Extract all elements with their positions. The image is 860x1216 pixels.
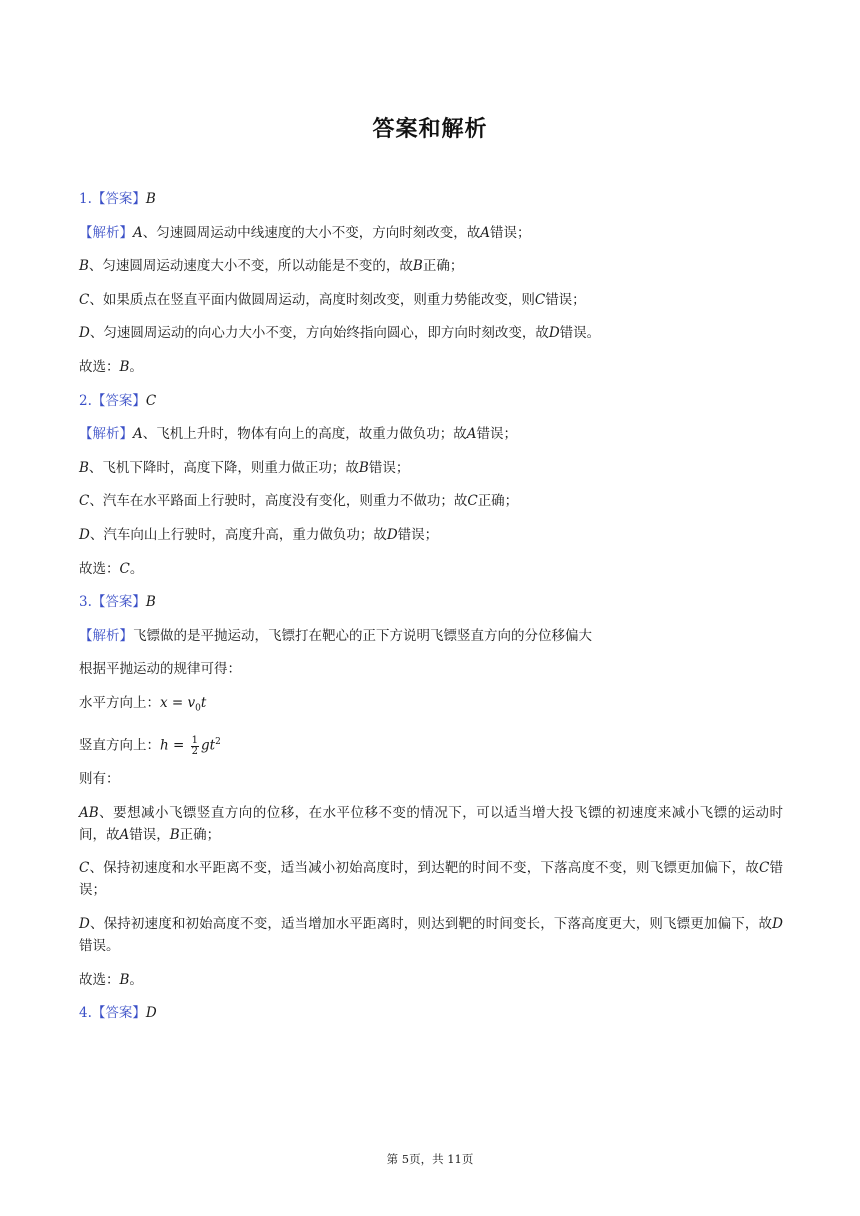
q2-choose — [79, 558, 783, 580]
choose-value: C — [119, 560, 130, 577]
fraction-numerator: 1 — [191, 734, 198, 746]
page-footer: 第 5页，共 11页 — [386, 1152, 474, 1166]
analysis-text: 根据平抛运动的规律可得： — [79, 661, 241, 678]
q2-analysis-tag: 【解析】 — [79, 426, 133, 443]
option-ref: C — [467, 493, 478, 510]
math-fraction — [191, 736, 199, 757]
option-ref: C — [534, 291, 546, 308]
q3-horizontal-eq — [79, 692, 783, 720]
math-var: g — [200, 737, 210, 754]
q4-number: 4. — [79, 1005, 92, 1022]
q1-answer-line — [79, 188, 783, 210]
q3-answer-tag: 【答案】 — [91, 594, 146, 611]
q2-analysis-d — [79, 524, 783, 546]
option-label: B — [79, 459, 89, 476]
option-ref: D — [772, 916, 783, 933]
option-label: C — [79, 493, 90, 510]
math-equals: = — [168, 737, 189, 754]
option-label: C — [79, 291, 90, 308]
q3-answer: B — [145, 594, 156, 611]
q3-analysis-c — [79, 857, 783, 901]
q1-analysis-tag: 【解析】 — [79, 224, 133, 241]
option-ref: D — [548, 325, 560, 342]
choose-end: 。 — [129, 560, 144, 577]
analysis-end: 错误； — [79, 860, 784, 899]
math-var: v — [187, 694, 196, 711]
analysis-text: 错误， — [129, 826, 170, 843]
q1-analysis-a — [79, 222, 783, 244]
option-ref: A — [480, 224, 490, 241]
option-ref: C — [759, 860, 770, 877]
option-ref: B — [412, 258, 423, 275]
math-var: x — [160, 694, 168, 711]
analysis-end: 错误。 — [559, 325, 601, 342]
option-label: B — [79, 258, 89, 275]
option-ref: D — [386, 526, 398, 543]
analysis-text: 则有： — [79, 771, 120, 788]
equation-label: 水平方向上： — [79, 694, 160, 711]
analysis-text: 、汽车在水平路面上行驶时，高度没有变化，则重力不做功；故 — [89, 493, 468, 510]
math-var: h — [160, 737, 169, 754]
option-ref: B — [169, 826, 180, 843]
q4-answer-tag: 【答案】 — [91, 1005, 146, 1022]
q4-answer: D — [145, 1005, 157, 1022]
fraction-denominator: 2 — [191, 745, 198, 757]
choose-value: B — [119, 971, 130, 988]
option-label: D — [79, 916, 90, 933]
analysis-text: 、保持初速度和水平距离不变，适当减小初始高度时，到达靶的时间不变，下落高度不变，则飞镖更加偏下，故 — [89, 860, 759, 877]
analysis-end: 错误； — [368, 459, 410, 476]
analysis-end: 正确； — [179, 826, 221, 843]
q3-answer-line — [79, 591, 783, 613]
q2-analysis-b — [79, 457, 783, 479]
q1-analysis-c — [79, 289, 783, 311]
option-label: A — [133, 224, 143, 241]
analysis-text: 、匀速圆周运动中线速度的大小不变，方向时刻改变，故 — [142, 224, 481, 241]
choose-label: 故选： — [79, 560, 120, 577]
analysis-text: 、保持初速度和初始高度不变，适当增加水平距离时，则达到靶的时间变长，下落高度更大，则飞镖更加偏下，故 — [89, 916, 773, 933]
q3-analysis-ab — [79, 802, 783, 846]
analysis-text: 、匀速圆周运动的向心力大小不变，方向始终指向圆心，即方向时刻改变，故 — [89, 325, 549, 342]
answer-content — [79, 188, 783, 1036]
q3-rule — [79, 658, 783, 680]
choose-label: 故选： — [79, 358, 120, 375]
analysis-text: 、匀速圆周运动速度大小不变，所以动能是不变的，故 — [88, 258, 413, 275]
q3-number: 3. — [79, 594, 92, 611]
option-ref: B — [358, 459, 369, 476]
option-label: D — [79, 526, 90, 543]
q1-number: 1. — [79, 191, 92, 207]
q1-answer: B — [145, 191, 156, 207]
analysis-text: 、如果质点在竖直平面内做圆周运动，高度时刻改变，则重力势能改变，则 — [89, 291, 535, 308]
option-label: C — [79, 860, 90, 877]
math-equals: = — [167, 694, 188, 711]
math-subscript: 0 — [195, 703, 201, 714]
analysis-text: 、飞机下降时，高度下降，则重力做正功；故 — [88, 459, 359, 476]
choose-end: 。 — [129, 358, 143, 375]
option-ref: A — [119, 826, 130, 843]
analysis-end: 错误； — [476, 426, 517, 443]
math-superscript: 2 — [215, 737, 221, 748]
analysis-end: 正确； — [422, 258, 464, 275]
q3-analysis-d — [79, 913, 783, 957]
analysis-text: 、要想减小飞镖竖直方向的位移，在水平位移不变的情况下，可以适当增大投飞镖的初速度来减小飞镖的运动时间，故 — [79, 804, 783, 843]
option-label: AB — [79, 804, 99, 821]
analysis-end: 错误； — [397, 526, 439, 543]
option-ref: A — [466, 426, 477, 443]
analysis-end: 错误； — [545, 291, 586, 308]
q3-vertical-eq — [79, 731, 783, 757]
q2-number: 2. — [79, 392, 92, 409]
q1-answer-tag: 【答案】 — [91, 191, 146, 207]
choose-value: B — [119, 358, 130, 375]
q4-answer-line — [79, 1002, 783, 1024]
q3-choose — [79, 969, 783, 991]
q2-answer-line — [79, 390, 783, 412]
choose-label: 故选： — [79, 971, 120, 988]
q1-analysis-d — [79, 322, 783, 344]
page-title: 答案和解析 — [372, 117, 488, 142]
q3-analysis-tag: 【解析】 — [79, 627, 133, 644]
option-label: A — [133, 426, 143, 443]
math-var: t — [200, 694, 207, 711]
analysis-text: 、飞机上升时，物体有向上的高度，故重力做负功；故 — [142, 426, 467, 443]
q2-answer-tag: 【答案】 — [91, 392, 146, 409]
choose-end: 。 — [129, 971, 143, 988]
q1-analysis-b — [79, 255, 783, 277]
q2-analysis-a — [79, 423, 783, 445]
analysis-end: 正确； — [477, 493, 519, 510]
q3-then — [79, 768, 783, 790]
q2-answer: C — [145, 392, 157, 409]
equation-label: 竖直方向上： — [79, 737, 160, 754]
option-label: D — [79, 325, 90, 342]
math-var: t — [209, 737, 216, 754]
analysis-end: 错误。 — [79, 938, 120, 955]
analysis-text: 飞镖做的是平抛运动，飞镖打在靶心的正下方说明飞镖竖直方向的分位移偏大 — [133, 627, 592, 644]
q3-analysis-intro — [79, 625, 783, 647]
q2-analysis-c — [79, 490, 783, 512]
analysis-text: 、汽车向山上行驶时，高度升高，重力做负功；故 — [89, 526, 387, 543]
q1-choose — [79, 356, 783, 378]
analysis-end: 错误； — [490, 224, 531, 241]
